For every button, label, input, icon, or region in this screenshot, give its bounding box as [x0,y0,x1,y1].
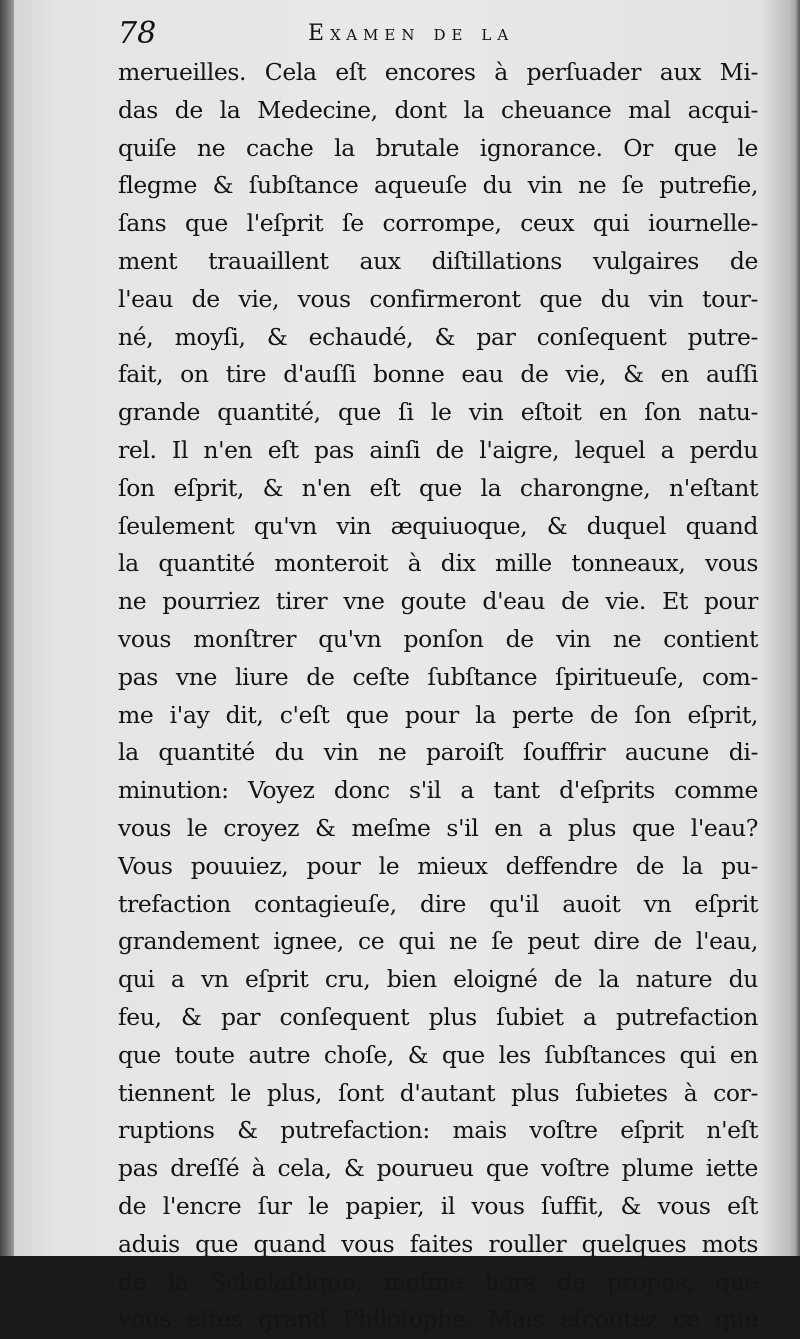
text-line: merueilles. Cela eſt encores à perſuader aux Mi- [118,58,758,86]
text-line: ſon eſprit, & n'en eſt que la charongne, n'eſtant [118,473,758,502]
text-line: minution: Voyez donc s'il a tant d'eſprits comme [118,776,758,805]
gutter-shadow [0,0,14,1256]
text-line: l'eau de vie, vous confirmeront que du vin tour- [118,284,758,313]
text-line: grande quantité, que ſi le vin eſtoit en ſon natu- [118,398,758,427]
text-line: trefaction contagieuſe, dire qu'il auoit vn eſprit [118,889,758,918]
text-line: que toute autre choſe, & que les ſubſtances qui en [118,1040,758,1069]
text-line: né, moyſi, & echaudé, & par conſequent putre- [118,322,758,351]
text-line: vous monſtrer qu'vn ponſon de vin ne contient [118,624,758,653]
text-line: pas vne liure de ceſte ſubſtance ſpiritueuſe, com- [118,662,758,691]
text-line: quiſe ne cache la brutale ignorance. Or que le [118,133,758,162]
text-line: fait, on tire d'auſſi bonne eau de vie, & en auſſi [118,360,758,389]
text-line: de la Scholaſtique, meſme hors de propos, que [118,1267,758,1296]
text-line: ruptions & putrefaction: mais voſtre eſprit n'eſt [118,1116,758,1145]
text-line: das de la Medecine, dont la cheuance mal acqui- [118,95,758,124]
text-line: flegme & ſubſtance aqueuſe du vin ne ſe putrefie, [118,171,758,200]
page-number: 78 [118,16,157,51]
text-line: qui a vn eſprit cru, bien eloigné de la nature du [118,965,758,994]
text-line: tiennent le plus, ſont d'autant plus ſubietes à cor- [118,1078,758,1107]
body-text [118,54,758,1339]
text-line: la quantité du vin ne paroiſt ſouffrir aucune di- [118,738,758,767]
text-line: grandement ignee, ce qui ne ſe peut dire de l'eau, [118,927,758,956]
text-line: aduis que quand vous faites rouller quelques mots [118,1229,758,1258]
text-line: ſans que l'eſprit ſe corrompe, ceux qui iournelle- [118,209,758,238]
text-line: ne pourriez tirer vne goute d'eau de vie. Et pour [118,587,758,616]
text-line: vous eſtes grand Philoſophe. Mais eſcoutez ce que [118,1305,758,1334]
text-line: vous le croyez & meſme s'il en a plus que l'eau? [118,813,758,842]
page-edge [794,0,800,1256]
text-line: ment trauaillent aux diſtillations vulgaires de [118,246,758,275]
text-line: Vous pouuiez, pour le mieux deffendre de la pu- [118,851,758,880]
running-head-title: Examen de la [308,21,515,46]
running-head [118,14,758,54]
text-line: feu, & par conſequent plus ſubiet a putrefaction [118,1002,758,1031]
text-line: pas dreſſé à cela, & pourueu que voſtre plume iette [118,1154,758,1183]
text-line: la quantité monteroit à dix mille tonneaux, vous [118,549,758,578]
text-line: de l'encre ſur le papier, il vous ſuffit, & vous eſt [118,1191,758,1220]
text-line: rel. Il n'en eſt pas ainſi de l'aigre, lequel a perdu [118,435,758,464]
text-line: ſeulement qu'vn vin æquiuoque, & duquel quand [118,511,758,540]
text-line: me i'ay dit, c'eſt que pour la perte de ſon eſprit, [118,700,758,729]
